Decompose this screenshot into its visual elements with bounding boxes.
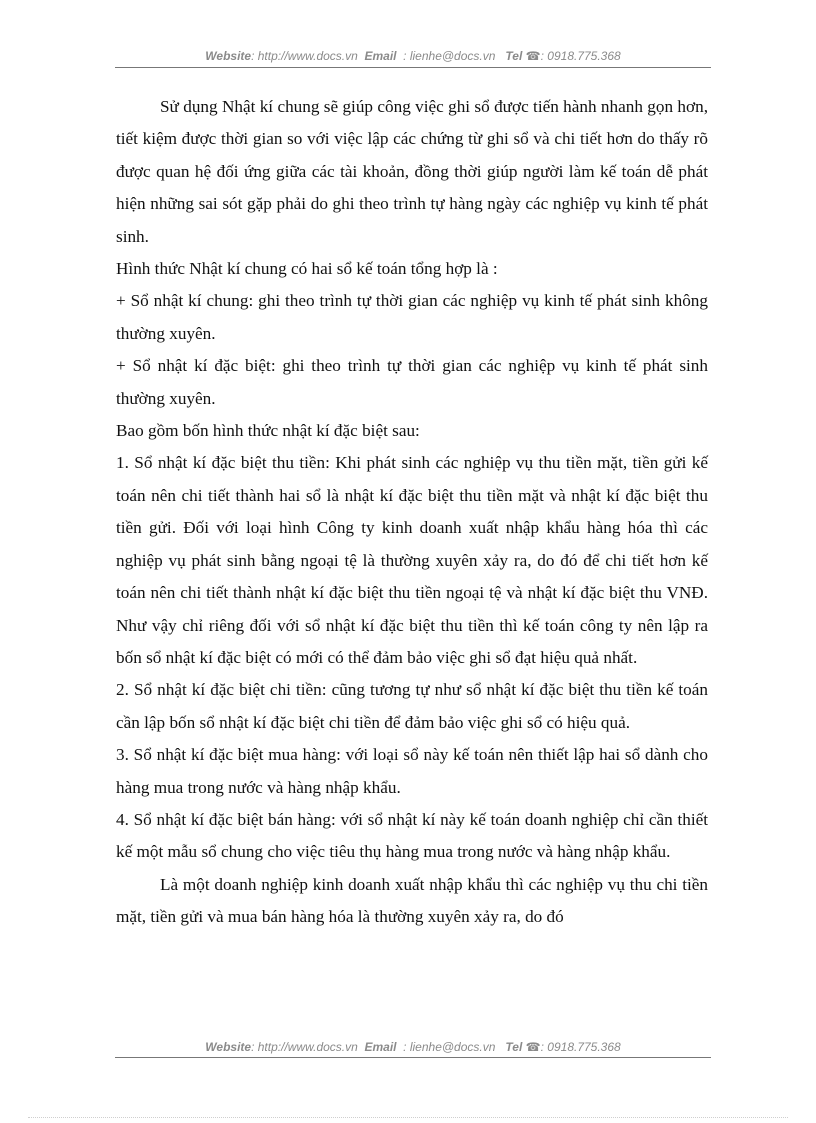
page-boundary-dotted-line	[28, 1117, 788, 1118]
paragraph-1: Sử dụng Nhật kí chung sẽ giúp công việc ghi sổ được tiến hành nhanh gọn hơn, tiết kiệm được thời gian so với việc lập các chứng từ ghi sổ và chi tiết hơn do thấy rõ được quan hệ đối ứng giữa các tài khoản, đồng thời giúp người làm kế toán dễ phát hiện những sai sót gặp phải do ghi theo trình tự hàng ngày các nghiệp vụ kinh tế phát sinh.	[116, 97, 708, 246]
footer-website-value: : http://www.docs.vn	[251, 1040, 358, 1054]
footer-tel-label: Tel	[505, 1040, 523, 1054]
paragraph-8: 3. Sổ nhật kí đặc biệt mua hàng: với loại sổ này kế toán nên thiết lập hai sổ dành cho hàng mua trong nước và hàng nhập khẩu.	[116, 745, 708, 797]
paragraph-6: 1. Sổ nhật kí đặc biệt thu tiền: Khi phát sinh các nghiệp vụ thu tiền mặt, tiền gửi kế toán nên chi tiết thành hai sổ là nhật kí đặc biệt thu tiền mặt và nhật kí đặc biệt thu tiền gửi. Đối với loại hình Công ty kinh doanh xuất nhập khẩu hàng hóa thì các nghiệp vụ phát sinh bằng ngoại tệ là thường xuyên xảy ra, do đó để chi tiết hơn kế toán nên chi tiết thành nhật kí đặc biệt thu tiền ngoại tệ và nhật kí đặc biệt thu VNĐ. Như vậy chỉ riêng đối với sổ nhật kí đặc biệt thu tiền thì kế toán công ty nên lập ra bốn sổ nhật kí đặc biệt có mới có thể đảm bảo việc ghi sổ đạt hiệu quả nhất.	[116, 453, 708, 667]
paragraph-3: + Sổ nhật kí chung: ghi theo trình tự thời gian các nghiệp vụ kinh tế phát sinh không thường xuyên.	[116, 291, 708, 343]
header-rule	[115, 67, 711, 68]
phone-icon: ☎	[525, 1040, 541, 1054]
header-email-value: : lienhe@docs.vn	[403, 49, 496, 63]
footer-website-label: Website	[205, 1040, 252, 1054]
phone-icon: ☎	[525, 49, 541, 63]
footer-email-value: : lienhe@docs.vn	[403, 1040, 496, 1054]
header-tel-value: : 0918.775.368	[540, 49, 621, 63]
paragraph-4: + Sổ nhật kí đặc biệt: ghi theo trình tự thời gian các nghiệp vụ kinh tế phát sinh thường xuyên.	[116, 356, 708, 408]
document-body	[116, 91, 708, 934]
page-footer	[115, 1040, 711, 1054]
header-website-label: Website	[205, 49, 252, 63]
paragraph-9: 4. Sổ nhật kí đặc biệt bán hàng: với sổ nhật kí này kế toán doanh nghiệp chỉ cần thiết kế một mẫu sổ chung cho việc tiêu thụ hàng mua trong nước và hàng nhập khẩu.	[116, 809, 708, 862]
header-email-label: Email	[364, 49, 397, 63]
footer-rule	[115, 1057, 711, 1058]
header-tel-label: Tel	[505, 49, 523, 63]
footer-email-label: Email	[364, 1040, 397, 1054]
header-website-value: : http://www.docs.vn	[251, 49, 358, 63]
paragraph-5: Bao gồm bốn hình thức nhật kí đặc biệt sau:	[116, 421, 420, 441]
page-header	[115, 49, 711, 63]
paragraph-2: Hình thức Nhật kí chung có hai sổ kế toán tổng hợp là :	[116, 259, 498, 279]
paragraph-10: Là một doanh nghiệp kinh doanh xuất nhập khẩu thì các nghiệp vụ thu chi tiền mặt, tiền gửi và mua bán hàng hóa là thường xuyên xảy ra, do đó	[116, 874, 708, 927]
footer-tel-value: : 0918.775.368	[540, 1040, 621, 1054]
paragraph-7: 2. Sổ nhật kí đặc biệt chi tiền: cũng tương tự như sổ nhật kí đặc biệt thu tiền kế toán cần lập bốn sổ nhật kí đặc biệt chi tiền để đảm bảo việc ghi sổ có hiệu quả.	[116, 680, 708, 732]
